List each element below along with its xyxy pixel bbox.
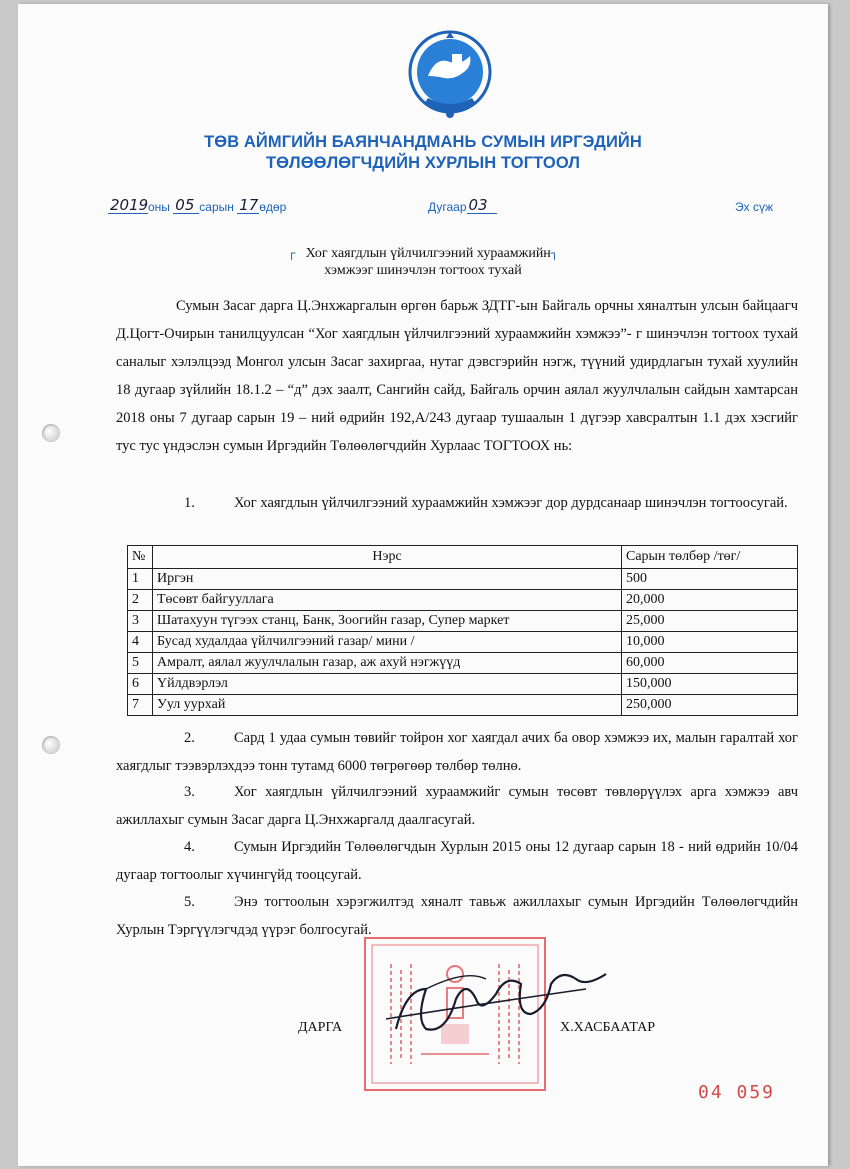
day-handwritten: 17 <box>239 196 259 214</box>
table-row <box>128 632 798 653</box>
state-emblem-icon <box>400 24 500 124</box>
cell-number: 6 <box>128 674 153 695</box>
cell-name: Шатахуун түгээх станц, Банк, Зоогийн газар, Супер маркет <box>153 611 622 632</box>
cell-name: Төсөвт байгууллага <box>153 590 622 611</box>
cell-name: Амралт, аялал жуулчлалын газар, аж ахуй нэгжүүд <box>153 653 622 674</box>
cell-number: 7 <box>128 695 153 716</box>
table-row <box>128 674 798 695</box>
day-suffix: өдөр <box>259 200 287 214</box>
preamble-paragraph: Сумын Засаг дарга Ц.Энхжаргалын өргөн барьж ЗДТГ-ын Байгаль орчны хяналтын улсын байцаагч Д.Цогт-Очирын танилцуулсан “Хог хаягдлын үйлчилгээний хураамжийн хэмжээ”- г шинэчлэн тогтоох тухай саналыг хэлэлцээд Монгол улсын Засаг захиргаа, нутаг дэвсгэрийн нэгж, түүний удирдлагын тухай хуулийн 18 дугаар зүйлийн 18.1.2 – “д” дэх заалт, Сангийн сайд, Байгаль орчин аялал жуулчлалын сайдын хамтарсан 2018 оны 7 дугаар сарын 19 – ний өдрийн 192,А/243 дугаар тушаалын 1 дүгээр хавсралтын 1.1 дэх хэсгийг тус тус үндэслэн сумын Иргэдийн Төлөөлөгчдийн Хурлаас ТОГТООХ нь: <box>116 298 798 454</box>
cell-number: 5 <box>128 653 153 674</box>
item-text: Сумын Иргэдийн Төлөөлөгчдын Хурлын 2015 оны 12 дугаар сарын 18 - ний өдрийн 10/04 дугаар тогтоолыг хүчингүйд тооцсугай. <box>116 839 798 883</box>
number-handwritten: 03 <box>468 196 488 214</box>
item-number: 1. <box>184 495 195 511</box>
bracket-right-icon: ┐ <box>550 246 559 260</box>
table-row <box>128 590 798 611</box>
item-text: Хог хаягдлын үйлчилгээний хураамжийг сумын төсөвт төвлөрүүлэх арга хэмжээ авч ажиллахыг сумын Засаг дарга Ц.Энхжаргалд даалгасугай. <box>116 784 798 828</box>
item-number: 2. <box>184 730 195 746</box>
year-handwritten: 2019 <box>110 196 149 214</box>
month-handwritten: 05 <box>175 196 195 214</box>
document-serial-code: 04 059 <box>698 1082 776 1103</box>
fee-table <box>127 545 798 716</box>
table-row <box>128 569 798 590</box>
punch-hole <box>42 736 60 754</box>
resolution-header <box>18 132 828 174</box>
header-cell-fee: Сарын төлбөр /төг/ <box>622 546 798 569</box>
header-line-1: ТӨВ АЙМГИЙН БАЯНЧАНДМАНЬ СУМЫН ИРГЭДИЙН <box>204 133 642 151</box>
cell-fee: 25,000 <box>622 611 798 632</box>
header-line-2: ТӨЛӨӨЛӨГЧДИЙН ХУРЛЫН ТОГТООЛ <box>265 154 581 172</box>
bracket-left-icon: ┌ <box>287 246 296 260</box>
item-1 <box>116 489 798 517</box>
signatory-name: Х.ХАСБААТАР <box>560 1020 656 1035</box>
table-header-row <box>128 546 798 569</box>
resolution-subject <box>18 245 828 279</box>
cell-name: Бусад худалдаа үйлчилгээний газар/ мини / <box>153 632 622 653</box>
item-text: Сард 1 удаа сумын төвийг тойрон хог хаягдал ачих ба овор хэмжээ их, малын гаралтай хог хаягдлыг тээвэрлэхдээ тонн тутамд 6000 төгрөгөөр төлбөр төлнө. <box>116 730 798 774</box>
cell-name: Иргэн <box>153 569 622 590</box>
number-label: Дугаар <box>428 200 467 214</box>
table-row <box>128 611 798 632</box>
punch-hole <box>42 424 60 442</box>
table-row <box>128 695 798 716</box>
cell-fee: 10,000 <box>622 632 798 653</box>
cell-fee: 250,000 <box>622 695 798 716</box>
item-number: 3. <box>184 784 195 800</box>
date-line <box>108 196 287 214</box>
cell-fee: 150,000 <box>622 674 798 695</box>
item-text: Энэ тогтоолын хэрэгжилтэд хяналт тавьж ажиллахыг сумын Иргэдийн Төлөөлөгчдийн Хурлын Тэргүүлэгчдэд үүрэг болгосугай. <box>116 894 798 938</box>
header-cell-name: Нэрс <box>153 546 622 569</box>
item-3 <box>116 778 798 834</box>
item-number: 4. <box>184 839 195 855</box>
cell-fee: 60,000 <box>622 653 798 674</box>
place-label: Эх сүж <box>735 200 773 214</box>
cell-fee: 500 <box>622 569 798 590</box>
item-4 <box>116 833 798 889</box>
subject-line-1: Хог хаягдлын үйлчилгээний хураамжийн <box>305 246 551 261</box>
item-2 <box>116 724 798 780</box>
item-text: Хог хаягдлын үйлчилгээний хураамжийн хэмжээг дор дурдсанаар шинэчлэн тогтоосугай. <box>234 495 788 511</box>
header-cell-number: № <box>128 546 153 569</box>
document-page <box>18 4 828 1166</box>
cell-number: 2 <box>128 590 153 611</box>
cell-number: 4 <box>128 632 153 653</box>
cell-number: 3 <box>128 611 153 632</box>
month-suffix: сарын <box>199 200 234 214</box>
cell-fee: 20,000 <box>622 590 798 611</box>
subject-line-2: хэмжээг шинэчлэн тогтоох тухай <box>324 263 522 278</box>
cell-name: Үйлдвэрлэл <box>153 674 622 695</box>
year-suffix: оны <box>148 200 170 214</box>
cell-number: 1 <box>128 569 153 590</box>
signatory-title: ДАРГА <box>298 1020 343 1035</box>
number-line <box>428 196 497 214</box>
item-number: 5. <box>184 894 195 910</box>
cell-name: Уул уурхай <box>153 695 622 716</box>
table-row <box>128 653 798 674</box>
